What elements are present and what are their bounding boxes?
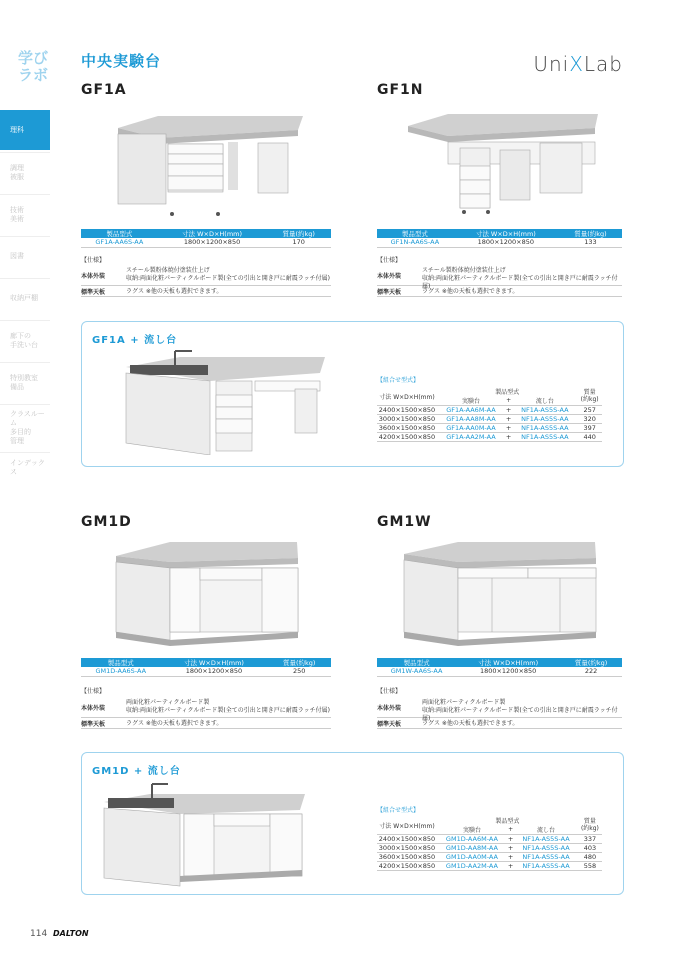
gf1n-spec-table: 製品型式 寸法 W×D×H(mm) 質量(約kg) GF1N-AA6S-AA 1800×1200×850 133 (377, 229, 622, 248)
combo-table-gm1d: 寸法 W×D×H(mm) 製品型式 質量 (約kg) 実験台 + 流し台 2400×1500×850 GM1D-AA6M-AA + NF1A-AS5S-AA 337 3000×1500×850 GM1D-AA8M-AA + NF1A-AS5S-AA 403 3600×1500×850 GM1D-AA0M-AA + NF1A-AS5S-AA 480 4200×1500×850 GM1D-AA2M-AA + NF1A-AS5S-AA 558 (377, 816, 602, 871)
table-row: 3000×1500×850 GM1D-AA8M-AA + NF1A-AS5S-AA 403 (377, 844, 602, 853)
gf1a-spec-table: 製品型式 寸法 W×D×H(mm) 質量(約kg) GF1A-AA6S-AA 1800×1200×850 170 (81, 229, 331, 248)
sidebar-item-special[interactable]: 特別教室 備品 (0, 362, 50, 402)
gm1d-sink-product-image (100, 780, 310, 888)
sidebar-item-library[interactable]: 図書 (0, 236, 50, 276)
gm1d-top-row: 標準天板 ラグス ※他の天板も選択できます。 (81, 719, 331, 729)
sidebar-item-storage[interactable]: 収納戸棚 (0, 278, 50, 318)
model-name-gm1d: GM1D (81, 514, 132, 530)
model-name-gm1w: GM1W (377, 514, 432, 530)
page-number: 114 (30, 929, 48, 939)
combo-label-gm1d: 【組合せ型式】 (377, 807, 420, 814)
gm1w-product-image (400, 538, 600, 648)
gf1a-top-row: 標準天板 ラグス ※他の天板も選択できます。 (81, 287, 331, 297)
page-title: 中央実験台 (81, 52, 162, 70)
gf1a-product-image (108, 108, 308, 220)
sidebar-item-cooking[interactable]: 調理 被服 (0, 152, 50, 192)
sidebar-item-index[interactable]: インデックス (0, 452, 50, 482)
model-name-gf1n: GF1N (377, 82, 424, 98)
gm1d-spec-table: 製品型式 寸法 W×D×H(mm) 質量(約kg) GM1D-AA6S-AA 1800×1200×850 250 (81, 658, 331, 677)
combo-label-gf1a: 【組合せ型式】 (377, 377, 420, 384)
gm1d-spec-label: 【仕様】 (81, 688, 106, 695)
gm1d-body-row: 本体外装 両面化粧パーティクルボード製 収納:両面化粧パーティクルボード製(全ての引出と開き戸に耐震ラッチ付属) (81, 698, 331, 718)
gf1n-spec-label: 【仕様】 (377, 257, 402, 264)
sidebar-item-handwash[interactable]: 廊下の 手洗い台 (0, 320, 50, 360)
gm1d-product-image (112, 538, 302, 648)
table-row: 2400×1500×850 GM1D-AA6M-AA + NF1A-AS5S-AA 337 (377, 835, 602, 844)
gf1n-body-row: 本体外装 スチール製粉体焼付塗装仕上げ 収納:両面化粧パーティクルボード製(全ての引出と開き戸に耐震ラッチ付属) (377, 266, 622, 286)
gf1a-spec-label: 【仕様】 (81, 257, 106, 264)
gm1w-spec-label: 【仕様】 (377, 688, 402, 695)
combo-table-gf1a: 寸法 W×D×H(mm) 製品型式 質量 (約kg) 実験台 + 流し台 2400×1500×850 GF1A-AA6M-AA + NF1A-AS5S-AA 257 3000×1500×850 GF1A-AA8M-AA + NF1A-AS5S-AA 320 3600×1500×850 GF1A-AA0M-AA + NF1A-AS5S-AA 397 4200×1500×850 GF1A-AA2M-AA + NF1A-AS5S-AA 440 (377, 387, 602, 442)
sidebar (0, 0, 66, 960)
brand-name: DALTON (53, 929, 89, 938)
sidebar-title: 学び ラボ (17, 49, 48, 84)
gm1w-body-row: 本体外装 両面化粧パーティクルボード製 収納:両面化粧パーティクルボード製(全ての引出と開き戸に耐震ラッチ付属) (377, 698, 622, 718)
table-row: 3600×1500×850 GF1A-AA0M-AA + NF1A-AS5S-AA 397 (377, 424, 602, 433)
brand-logo: UniXLab (533, 52, 623, 76)
table-row: 4200×1500×850 GM1D-AA2M-AA + NF1A-AS5S-AA 558 (377, 862, 602, 871)
combo-title-gm1d: GM1D + 流し台 (92, 766, 181, 777)
gm1w-top-row: 標準天板 ラグス ※他の天板も選択できます。 (377, 719, 622, 729)
combo-title-gf1a: GF1A + 流し台 (92, 335, 178, 346)
table-row: 2400×1500×850 GF1A-AA6M-AA + NF1A-AS5S-AA 257 (377, 406, 602, 415)
gf1n-top-row: 標準天板 ラグス ※他の天板も選択できます。 (377, 287, 622, 297)
gf1a-sink-product-image (120, 343, 332, 455)
sidebar-item-tech-art[interactable]: 技術 美術 (0, 194, 50, 234)
sidebar-item-science[interactable]: 理科 (0, 110, 50, 150)
gm1w-spec-table: 製品型式 寸法 W×D×H(mm) 質量(約kg) GM1W-AA6S-AA 1800×1200×850 222 (377, 658, 622, 677)
table-row: 3000×1500×850 GF1A-AA8M-AA + NF1A-AS5S-AA 320 (377, 415, 602, 424)
gf1n-product-image (400, 108, 605, 220)
gf1a-body-row: 本体外装 スチール製粉体焼付塗装仕上げ 収納:両面化粧パーティクルボード製(全ての引出と開き戸に耐震ラッチ付属) (81, 266, 331, 286)
table-row: 3600×1500×850 GM1D-AA0M-AA + NF1A-AS5S-AA 480 (377, 853, 602, 862)
sidebar-item-classroom[interactable]: クラスルーム 多目的 管理 (0, 404, 50, 450)
model-name-gf1a: GF1A (81, 82, 127, 98)
table-row: 4200×1500×850 GF1A-AA2M-AA + NF1A-AS5S-AA 440 (377, 433, 602, 442)
